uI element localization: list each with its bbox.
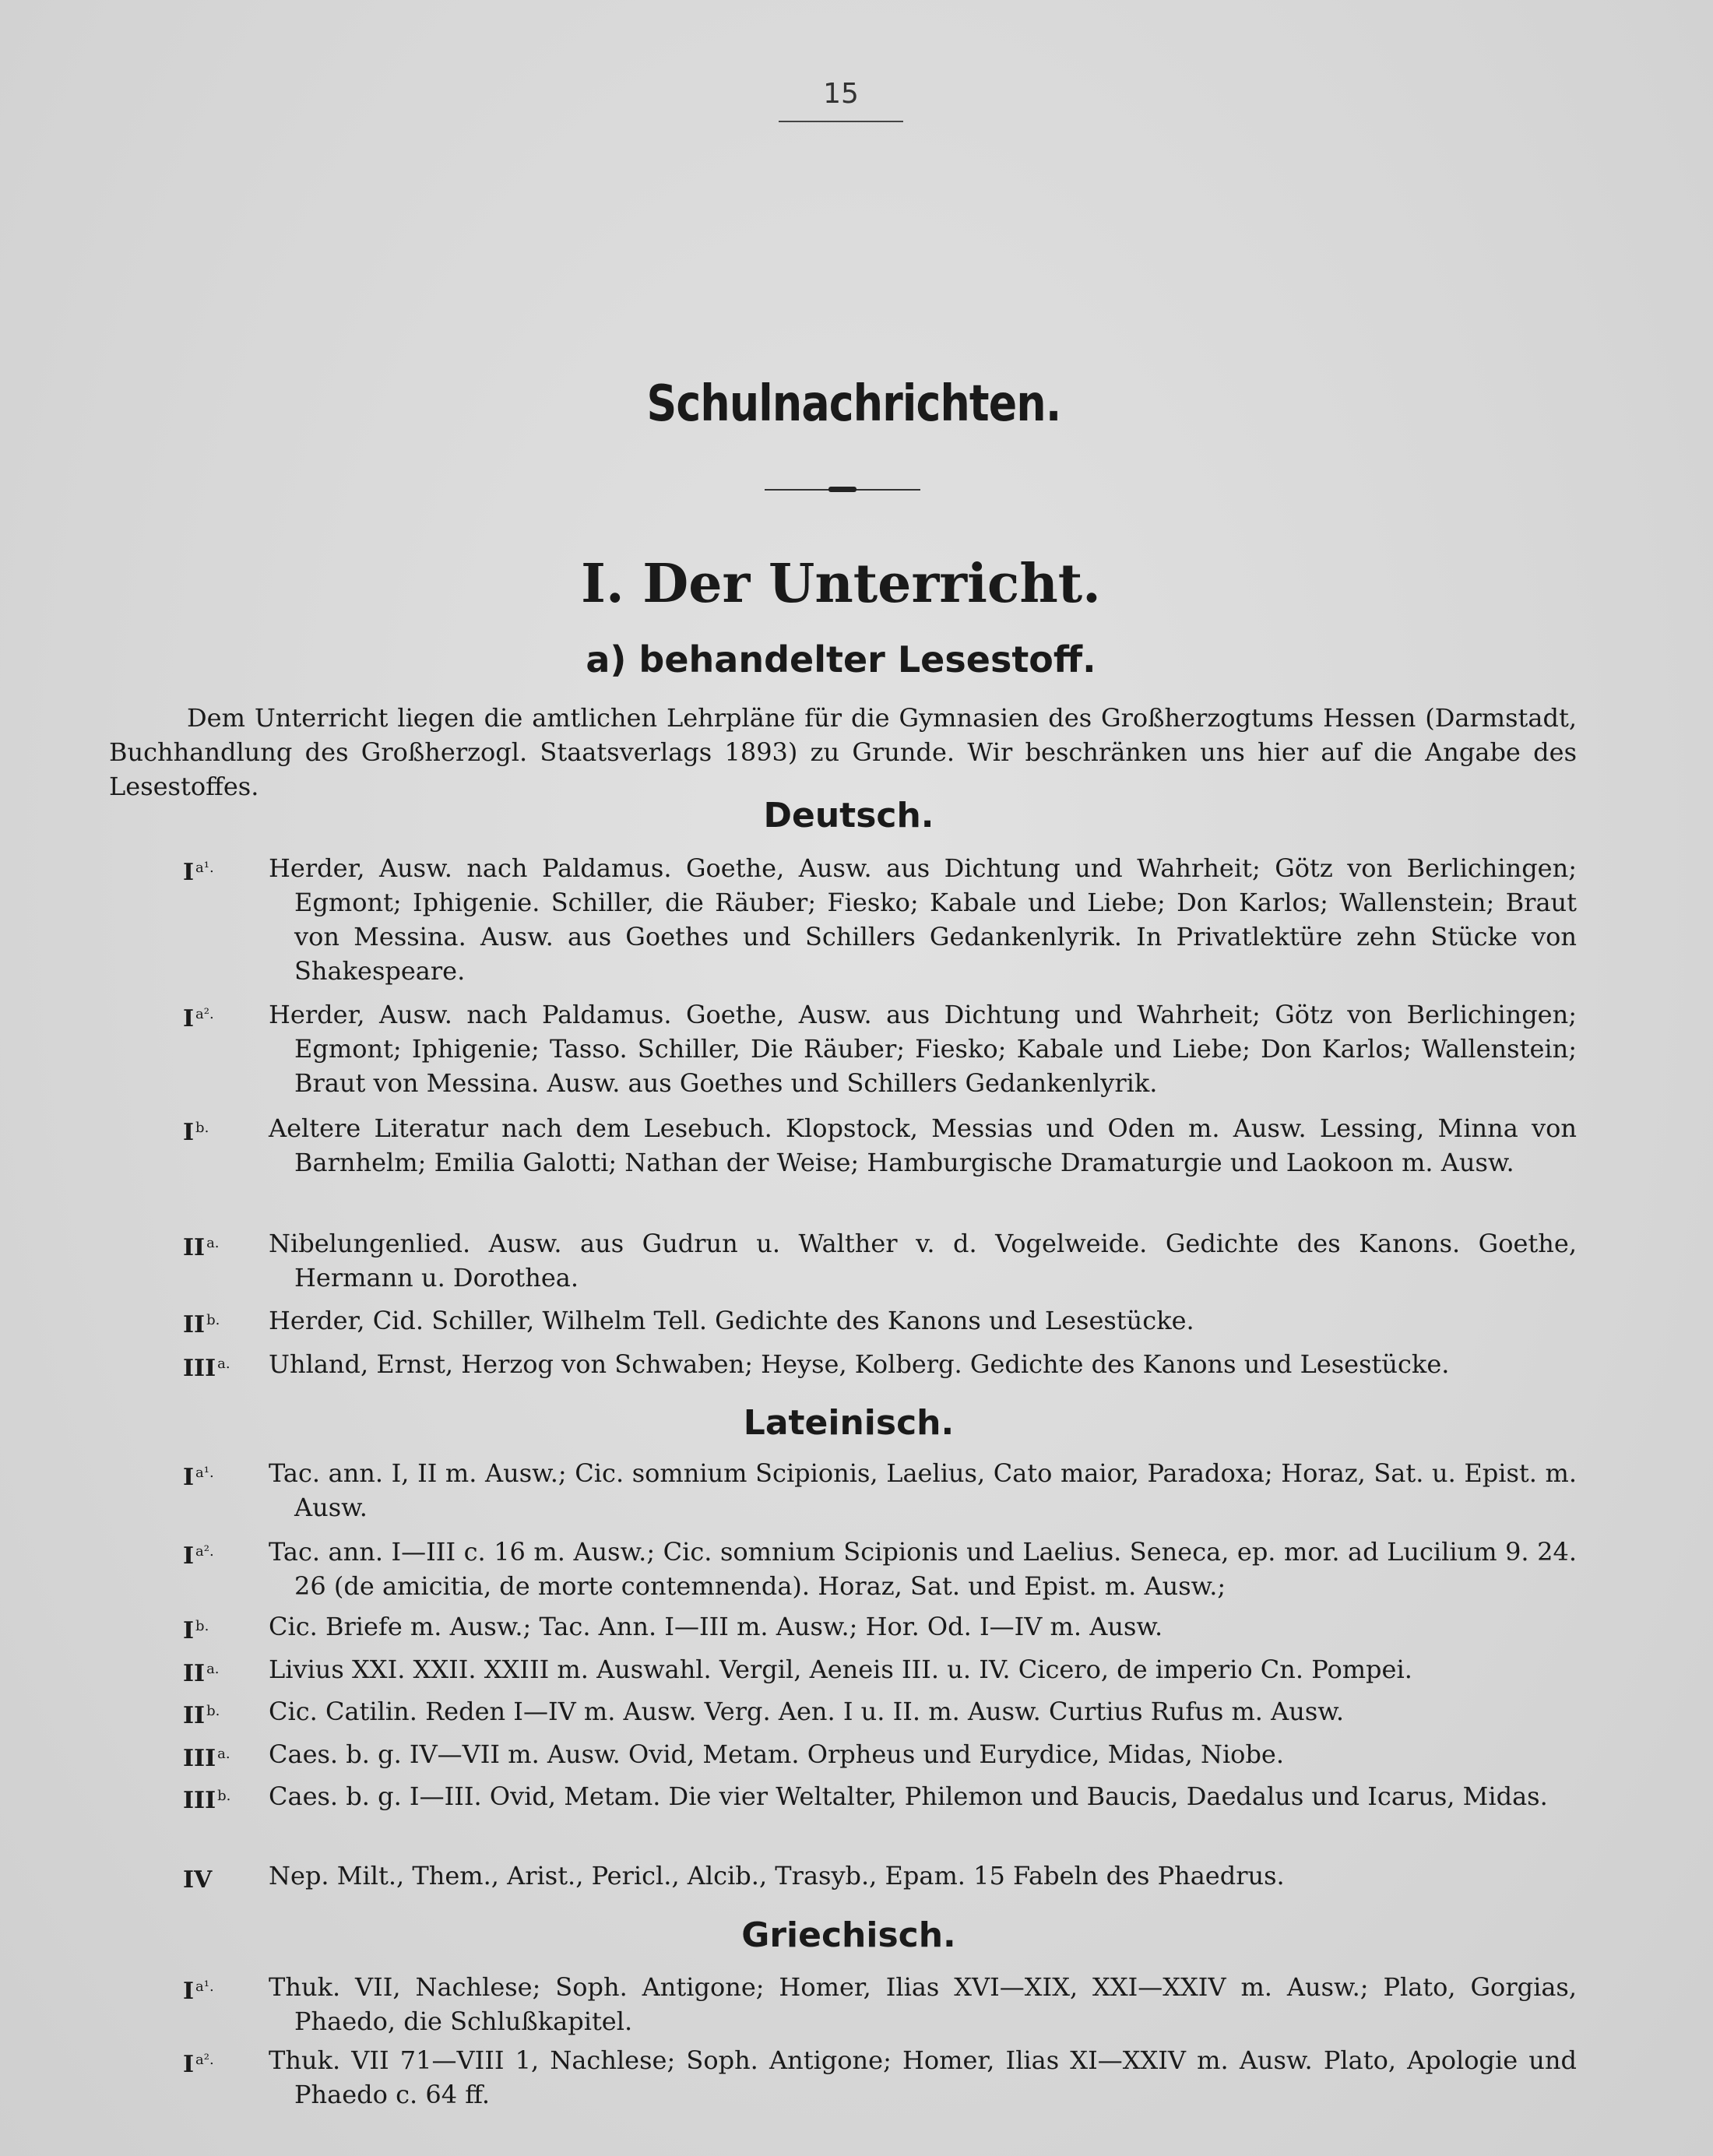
entry-text: Cic. Catilin. Reden I—IV m. Ausw. Verg. Aen. I u. II. m. Ausw. Curtius Rufus m. Ausw. xyxy=(269,1697,1345,1726)
entry-griech-ia1 xyxy=(183,1970,1577,2038)
class-label: II $^{a.}$ xyxy=(183,1234,220,1261)
section-title: I. Der Unterricht. xyxy=(581,553,1101,615)
page-number: 15 xyxy=(823,78,859,110)
entry-text: Nep. Milt., Them., Arist., Pericl., Alcib., Trasyb., Epam. 15 Fabeln des Phaedrus. xyxy=(269,1861,1285,1890)
entry-text: Tac. ann. I, II m. Ausw.; Cic. somnium Scipionis, Laelius, Cato maior, Paradoxa; Horaz, Sat. u. Epist. m. Ausw. xyxy=(269,1458,1577,1522)
entry-latein-iia xyxy=(183,1652,1577,1686)
page-number-rule xyxy=(779,121,903,122)
entry-griech-ia2 xyxy=(183,2043,1577,2112)
class-label: I $^{a^1.}$ xyxy=(183,1464,214,1491)
class-label: I $^{b.}$ xyxy=(183,1119,209,1146)
entry-deutsch-ia2 xyxy=(183,997,1577,1100)
class-label: I $^{a^1.}$ xyxy=(183,1978,214,2005)
entry-text: Caes. b. g. IV—VII m. Ausw. Ovid, Metam. Orpheus und Eurydice, Midas, Niobe. xyxy=(269,1739,1285,1769)
class-label: II $^{a.}$ xyxy=(183,1660,220,1687)
entry-text: Cic. Briefe m. Ausw.; Tac. Ann. I—III m. Ausw.; Hor. Od. I—IV m. Ausw. xyxy=(269,1612,1163,1641)
class-label: I $^{b.}$ xyxy=(183,1617,209,1644)
class-label: I $^{a^2.}$ xyxy=(183,2051,214,2078)
entry-latein-ib xyxy=(183,1609,1577,1644)
entry-deutsch-ib xyxy=(183,1111,1577,1180)
heading-deutsch: Deutsch. xyxy=(763,796,934,835)
entry-text: Tac. ann. I—III c. 16 m. Ausw.; Cic. somnium Scipionis und Laelius. Seneca, ep. mor. ad Lucilium 9. 24. 26 (de amicitia, de morte contemnenda). Horaz, Sat. und Epist. m. Ausw.; xyxy=(269,1537,1577,1601)
class-label: I $^{a^2.}$ xyxy=(183,1542,214,1570)
entry-text: Herder, Cid. Schiller, Wilhelm Tell. Gedichte des Kanons und Lesestücke. xyxy=(269,1306,1194,1335)
subsection-title: a) behandelter Lesestoff. xyxy=(586,638,1096,681)
intro-paragraph: Dem Unterricht liegen die amtlichen Lehrpläne für die Gymnasien des Großherzogtums Hessen (Darmstadt, Buchhandlung des Großherzogl. Staatsverlags 1893) zu Grunde. Wir beschränken uns hier auf die Angabe des Lesestoffes. xyxy=(109,703,1577,801)
entry-deutsch-iiia xyxy=(183,1347,1577,1381)
class-label: II $^{b.}$ xyxy=(183,1702,220,1729)
entry-text: Uhland, Ernst, Herzog von Schwaben; Heyse, Kolberg. Gedichte des Kanons und Lesestücke. xyxy=(269,1349,1450,1379)
entry-latein-iv xyxy=(183,1859,1577,1893)
class-label: III $^{a.}$ xyxy=(183,1745,230,1772)
class-label: III $^{b.}$ xyxy=(183,1787,231,1814)
class-label: IV xyxy=(183,1866,213,1894)
entry-deutsch-iia xyxy=(183,1226,1577,1295)
entry-latein-iiib xyxy=(183,1779,1577,1813)
entry-text: Caes. b. g. I—III. Ovid, Metam. Die vier Weltalter, Philemon und Baucis, Daedalus und Icarus, Midas. xyxy=(269,1781,1548,1811)
entry-text: Thuk. VII 71—VIII 1, Nachlese; Soph. Antigone; Homer, Ilias XI—XXIV m. Ausw. Plato, Apologie und Phaedo c. 64 ff. xyxy=(269,2045,1577,2109)
entry-deutsch-iib xyxy=(183,1303,1577,1338)
class-label: I $^{a^1.}$ xyxy=(183,859,214,886)
entry-text: Aeltere Literatur nach dem Lesebuch. Klopstock, Messias und Oden m. Ausw. Lessing, Minna von Barnhelm; Emilia Galotti; Nathan der Weise; Hamburgische Dramaturgie und Laokoon m. Ausw. xyxy=(269,1113,1577,1177)
page-title: Schulnachrichten. xyxy=(646,375,1061,433)
entry-text: Nibelungenlied. Ausw. aus Gudrun u. Walther v. d. Vogelweide. Gedichte des Kanons. Goethe, Hermann u. Dorothea. xyxy=(269,1229,1577,1293)
heading-lateinisch: Lateinisch. xyxy=(743,1403,955,1443)
class-label: II $^{b.}$ xyxy=(183,1311,220,1338)
title-ornament xyxy=(765,489,920,491)
entry-text: Herder, Ausw. nach Paldamus. Goethe, Ausw. aus Dichtung und Wahrheit; Götz von Berlichingen; Egmont; Iphigenie; Tasso. Schiller, Die Räuber; Fiesko; Kabale und Liebe; Don Karlos; Wallenstein; Braut von Messina. Ausw. aus Goethes und Schillers Gedankenlyrik. xyxy=(269,1000,1577,1098)
entry-text: Thuk. VII, Nachlese; Soph. Antigone; Homer, Ilias XVI—XIX, XXI—XXIV m. Ausw.; Plato, Gorgias, Phaedo, die Schlußkapitel. xyxy=(269,1972,1577,2036)
entry-latein-ia2 xyxy=(183,1535,1577,1603)
entry-latein-iiia xyxy=(183,1737,1577,1771)
entry-latein-ia1 xyxy=(183,1456,1577,1525)
heading-griechisch: Griechisch. xyxy=(741,1915,956,1955)
class-label: I $^{a^2.}$ xyxy=(183,1005,214,1032)
class-label: III $^{a.}$ xyxy=(183,1355,230,1382)
entry-deutsch-ia1 xyxy=(183,851,1577,988)
entry-text: Herder, Ausw. nach Paldamus. Goethe, Ausw. aus Dichtung und Wahrheit; Götz von Berlichingen; Egmont; Iphigenie. Schiller, die Räuber; Fiesko; Kabale und Liebe; Don Karlos; Wallenstein; Braut von Messina. Ausw. aus Goethes und Schillers Gedankenlyrik. In Privatlektüre zehn Stücke von Shakespeare. xyxy=(269,853,1577,986)
entry-text: Livius XXI. XXII. XXIII m. Auswahl. Vergil, Aeneis III. u. IV. Cicero, de imperio Cn. Pompei. xyxy=(269,1655,1412,1684)
entry-latein-iib xyxy=(183,1694,1577,1729)
